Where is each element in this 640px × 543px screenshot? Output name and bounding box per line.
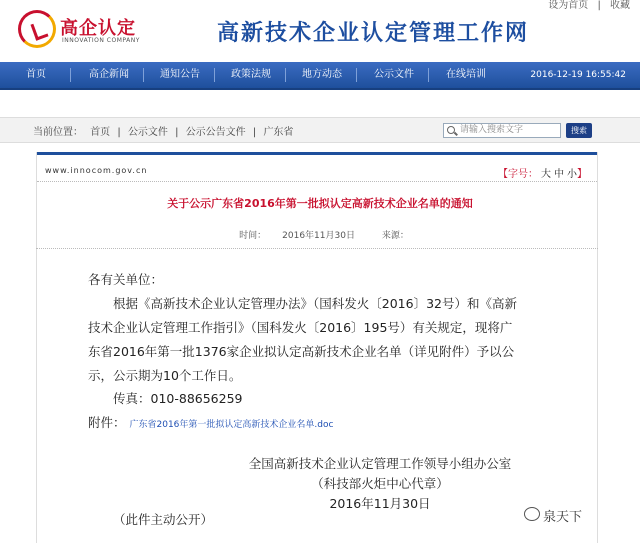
attachment-link[interactable]: 广东省2016年第一批拟认定高新技术企业名单.doc <box>129 420 334 430</box>
watermark: 泉天下 <box>543 510 583 525</box>
logo-text: 高企认定 <box>60 18 136 39</box>
signature-org: 全国高新技术企业认定管理工作领导小组办公室 <box>248 456 512 471</box>
nav-item-news[interactable]: 高企新闻 <box>89 69 129 80</box>
nav-item-public-files[interactable]: 公示文件 <box>374 69 414 80</box>
attachment-line <box>88 413 333 431</box>
body-line: 示，公示期为10个工作日。 <box>88 368 242 383</box>
nav-separator <box>70 68 71 82</box>
main-nav <box>0 62 640 90</box>
nav-separator <box>356 68 357 82</box>
breadcrumb-separator: | <box>252 127 257 138</box>
body-line: 根据《高新技术企业认定管理办法》（国科发火〔2016〕32号）和《高新 <box>113 296 517 311</box>
breadcrumb-separator: | <box>117 127 121 138</box>
nav-item-training[interactable]: 在线培训 <box>446 69 486 80</box>
salutation: 各有关单位： <box>88 272 164 287</box>
public-note: （此件主动公开） <box>113 512 214 527</box>
wechat-icon <box>524 507 540 521</box>
font-size-small[interactable]: 小 <box>567 169 577 180</box>
panel-header <box>37 152 597 182</box>
breadcrumb-label: 当前位置： <box>33 127 83 138</box>
font-size-label: 【字号： <box>498 169 538 180</box>
separator: | <box>597 0 601 11</box>
header <box>0 0 640 60</box>
nav-item-home[interactable]: 首页 <box>26 69 46 80</box>
article-title: 关于公示广东省2016年第一批拟认定高新技术企业名单的通知 <box>167 197 473 210</box>
datetime: 2016-12-19 16:55:42 <box>530 70 626 80</box>
body-line: 技术企业认定管理工作指引》（国科发火〔2016〕195号）有关规定，现将广 <box>88 320 513 335</box>
attachment-label: 附件： <box>88 415 126 430</box>
divider <box>36 248 598 249</box>
site-title: 高新技术企业认定管理工作网 <box>217 20 530 46</box>
favorite-link[interactable]: 收藏 <box>610 0 630 11</box>
search-placeholder: 请输入搜索文字 <box>460 125 524 135</box>
breadcrumb-announcements[interactable]: 公示公告文件 <box>185 127 246 138</box>
article-meta <box>0 228 640 241</box>
nav-separator <box>143 68 144 82</box>
signature-seal: （科技部火炬中心代章） <box>311 476 449 491</box>
nav-separator <box>214 68 215 82</box>
breadcrumb-separator: | <box>175 127 179 138</box>
breadcrumb-home[interactable]: 首页 <box>90 127 111 138</box>
nav-separator <box>285 68 286 82</box>
nav-item-policy[interactable]: 政策法规 <box>231 69 271 80</box>
breadcrumb-guangdong[interactable]: 广东省 <box>263 127 294 138</box>
source-label: 来源： <box>381 231 409 241</box>
time-label: 时间： <box>239 231 267 241</box>
publish-date: 2016年11月30日 <box>282 231 355 241</box>
body-line: 东省2016年第一批1376家企业拟认定高新技术企业名单（详见附件）予以公 <box>88 344 515 359</box>
breadcrumb <box>33 123 297 138</box>
breadcrumb-public-files[interactable]: 公示文件 <box>127 127 168 138</box>
set-homepage-link[interactable]: 设为首页 <box>548 0 589 11</box>
font-size-end: 】 <box>577 169 587 180</box>
logo-icon <box>18 10 56 48</box>
nav-separator <box>428 68 429 82</box>
top-links <box>542 0 630 11</box>
font-size-large[interactable]: 大 <box>541 169 551 180</box>
fax-line: 传真：010-88656259 <box>113 391 243 406</box>
search-button[interactable]: 搜索 <box>566 123 592 138</box>
logo-subtext: INNOVATION COMPANY <box>62 37 140 44</box>
font-size-switcher <box>498 165 587 180</box>
search-input[interactable] <box>443 123 561 138</box>
nav-item-notices[interactable]: 通知公告 <box>160 69 200 80</box>
signature-date: 2016年11月30日 <box>329 496 431 511</box>
font-size-medium[interactable]: 中 <box>554 169 564 180</box>
site-url: www.innocom.gov.cn <box>45 166 148 175</box>
search-icon <box>447 126 455 134</box>
logo[interactable] <box>18 8 168 54</box>
nav-item-local[interactable]: 地方动态 <box>302 69 342 80</box>
